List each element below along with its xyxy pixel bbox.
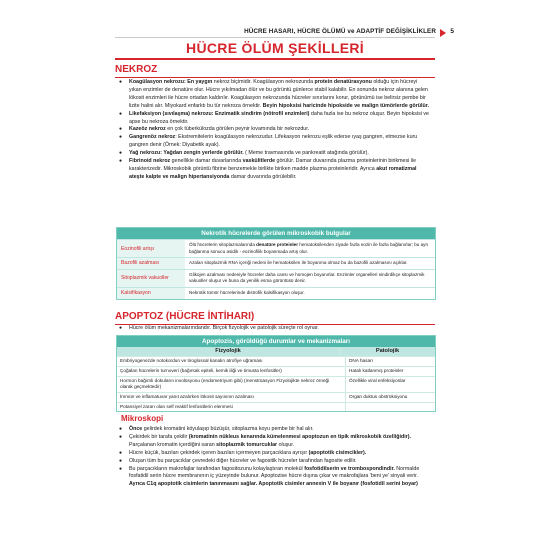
list-item: ● Bu parçacıkların makrofajlar tarafından fagositozunu kolaylaştıran molekül fosfotidilserin ve trombospondindir. Normalde fosfatidil serin hücre membranının iç yüzeyinde bulunur. Apoptozise hücre dışına çıkar ve makrofajlara 'beni ye' sinyali verir. Ayrıca C1q apoptotik cisimlerin tanınmasını sağlar. Apoptotik cisimler annexin V ile boyanır (fosfotidil serini boyar) bbox=[118, 466, 432, 490]
subsection-heading-mikroskopi: Mikroskopi bbox=[121, 414, 164, 423]
cell-patolojik: DNA hasarı bbox=[349, 358, 373, 364]
mikroskopi-list bbox=[118, 426, 432, 489]
cell-fizyolojik: Çoğalan hücrelerin turnoveri (bağırsak epiteli, kemik iliği ve timusta lenfositler) bbox=[117, 367, 346, 376]
row-description: Glikojen azalması nedeniyle hücreler daha cansı ve homojen boyanırlar. Enzimler organelleri sindirdikçe sitoplazmik vakuoller oluşur ve buna da yenilik esma görüntüsü denir. bbox=[185, 270, 435, 287]
table-title: Nekrotik hücrelerde görülen mikroskobik bulgular bbox=[117, 228, 435, 239]
apoptoz-intro-list bbox=[118, 325, 430, 333]
list-item: ● Oluşan tüm bu parçacıklar çevredeki diğer hücreler ve fagositik hücreler tarafından fagosite edilir. bbox=[118, 458, 432, 466]
table-row bbox=[117, 269, 435, 287]
list-item: ● Çekirdek bir tarafa çekilir (kromatinin nükleus kenarında kümelenmesi apoptozun en tipik mikroskobik özelliğidir). Parçalanan kromatin içerdiğini saran sitoplazmik tomurcuklar oluşur. bbox=[118, 434, 432, 450]
list-item: ● Likefaksiyon (sıvılaşma) nekrozu: Enzimatik sindirim (nötrofil enzimleri) daha fazla ise bu nekroz oluşur. Beyin hipoksisi ve apse bu nekroza örnektir. bbox=[118, 111, 430, 127]
row-description: Ölü hücrelerin sitoplazmalarında denatüre proteinler hematoksilenden ziyade fazla eozin ile fazla bağlanırlar; bu ayrı bağlanma sonucu asidik - eozinofilik boyanmada artış olur. bbox=[185, 240, 435, 257]
list-item: ● Kazeöz nekroz en çok tüberkülozda görülen peynir kıvamında bir nekrozdur. bbox=[118, 126, 430, 134]
section-divider bbox=[115, 77, 435, 78]
cell-fizyolojik: İmmün ve inflamatuvar yanıt azalırken lökosit sayısının azalması bbox=[117, 393, 346, 402]
apoptosis-table bbox=[116, 335, 436, 412]
cell-patolojik: Organ duktus obstrüksiyonu bbox=[349, 393, 408, 399]
cell-fizyolojik: Hormon bağımlı dokuların involüsyonu (endometriyum gibi) (menstrüasyon Fizyolojikte nekroz örneği olarak geçmektedir) bbox=[117, 377, 346, 392]
cell-fizyolojik: Embriyogenezde notokordun ve tiroglossal kanalın atrofiye uğraması bbox=[117, 357, 346, 366]
cell-patolojik bbox=[346, 403, 435, 412]
section-heading-nekroz: NEKROZ bbox=[115, 64, 158, 75]
page-title: HÜCRE ÖLÜM ŞEKİLLERİ bbox=[186, 40, 364, 56]
table-row bbox=[117, 257, 435, 269]
page-number: 5 bbox=[450, 28, 454, 35]
table-row bbox=[117, 287, 435, 299]
list-item: ● Gangrenöz nekroz: Ekstremitelerin koagülasyon nekrozudur. Lifekasyon nekrozu eşlik ederse ıyaş gangren, etmezse kuru gangren denir (Örnek: Diyabetik ayak). bbox=[118, 134, 430, 150]
title-divider bbox=[115, 58, 435, 60]
header-divider bbox=[115, 37, 435, 38]
row-description: Nekrotik tümör hücrelerinde distrofik kalsifikasyon oluşur. bbox=[185, 288, 435, 299]
table-header-row bbox=[117, 347, 435, 356]
section-heading-apoptoz: APOPTOZ (HÜCRE İNTİHARI) bbox=[115, 311, 255, 322]
list-item: ● Yağ nekrozu: Yağdan zengin yerlerde görülür. ( Meme travmasında ve pankreatit atağında görülür). bbox=[118, 150, 430, 158]
cell-fizyolojik: Potansiyel zararı olan self reaktif lenfositlerin elenmesi bbox=[117, 403, 346, 412]
nekroz-list bbox=[118, 79, 430, 182]
table-row bbox=[117, 376, 435, 392]
row-description: Azalan sitoplazmik RNA içeriği nedeni ile hematoksilen ile boyanma olmaz bu da bazofili azalmasını açıklar. bbox=[185, 258, 435, 269]
column-header-fizyolojik: Fizyolojik bbox=[117, 347, 340, 356]
table-row bbox=[117, 392, 435, 402]
list-item: ● Hücre ölüm mekanizmalarındandır. Birçok fizyolojik ve patolojik süreçte rol oynar. bbox=[118, 325, 430, 333]
row-label: Sitoplazmik vakuoller bbox=[117, 270, 185, 287]
list-item: ● Koagülasyon nekrozu: En yaygın nekroz biçimidir. Koagülasyon nekrozunda protein denatürasyonu olduğu için hücreyi yıkan enzimler de denatüre olur. Hücre yıkılmadan ölür ve bu görüntü günlerce stabil kalabilir. En sonunda nekroz alanına gelen lökosit enzimleri ile hücre ortadan kaldırılır. Koagülasyon nekrozunda hücreler sınırlarını korur, görünümü ise belirsiz pembe bir lizite halini alır. Miyokard enfarktı bu tür nekroza örnektir. Beyin hipoksisi haricinde hipokside ve malign tümörlerde görülür. bbox=[118, 79, 430, 111]
row-label: Kalsifikasyon bbox=[117, 288, 185, 299]
list-item: ● Fibrinoid nekroz genellikle damar duvarlarında vaskülitlerde görülür. Damar duvarında plazma proteinlerinin birikmesi ile karakterizedir. Mikroskobik görüntü fibrine benzemekle birlikte biriken madde plazma proteinleridir. Ayrıca akut romatizmal ateşte kalpte ve malign hipertansiyonda damar duvarında görülebilir. bbox=[118, 158, 430, 182]
table-row bbox=[117, 239, 435, 257]
running-header: HÜCRE HASARI, HÜCRE ÖLÜMÜ ve ADAPTİF DEĞİŞİKLİKLER bbox=[244, 28, 436, 35]
table-row bbox=[117, 366, 435, 376]
cell-patolojik: Hatalı katlanmış proteinler bbox=[349, 367, 404, 373]
necrosis-findings-table bbox=[116, 227, 436, 300]
cell-patolojik: Özellikle viral enfeksiyonlar bbox=[349, 377, 406, 383]
list-item: ● Hücre küçük, bazıları çekirdek içeren bazıları içermeyen parçacıklara ayrışır (apoptotik cisimcikler). bbox=[118, 450, 432, 458]
list-item: ● Önce gelirdek kromatini köyulaşıp büzüşür, sitoplazma koyu pembe bir hal alır. bbox=[118, 426, 432, 434]
triangle-marker-icon bbox=[440, 29, 446, 37]
row-label: Eozinofili artışı bbox=[117, 240, 185, 257]
row-label: Bazofili azalması bbox=[117, 258, 185, 269]
table-row bbox=[117, 402, 435, 412]
table-row bbox=[117, 356, 435, 366]
table-title: Apoptozis, görüldüğü durumlar ve mekanizmaları bbox=[117, 336, 435, 347]
column-header-patolojik: Patolojik bbox=[375, 348, 400, 354]
